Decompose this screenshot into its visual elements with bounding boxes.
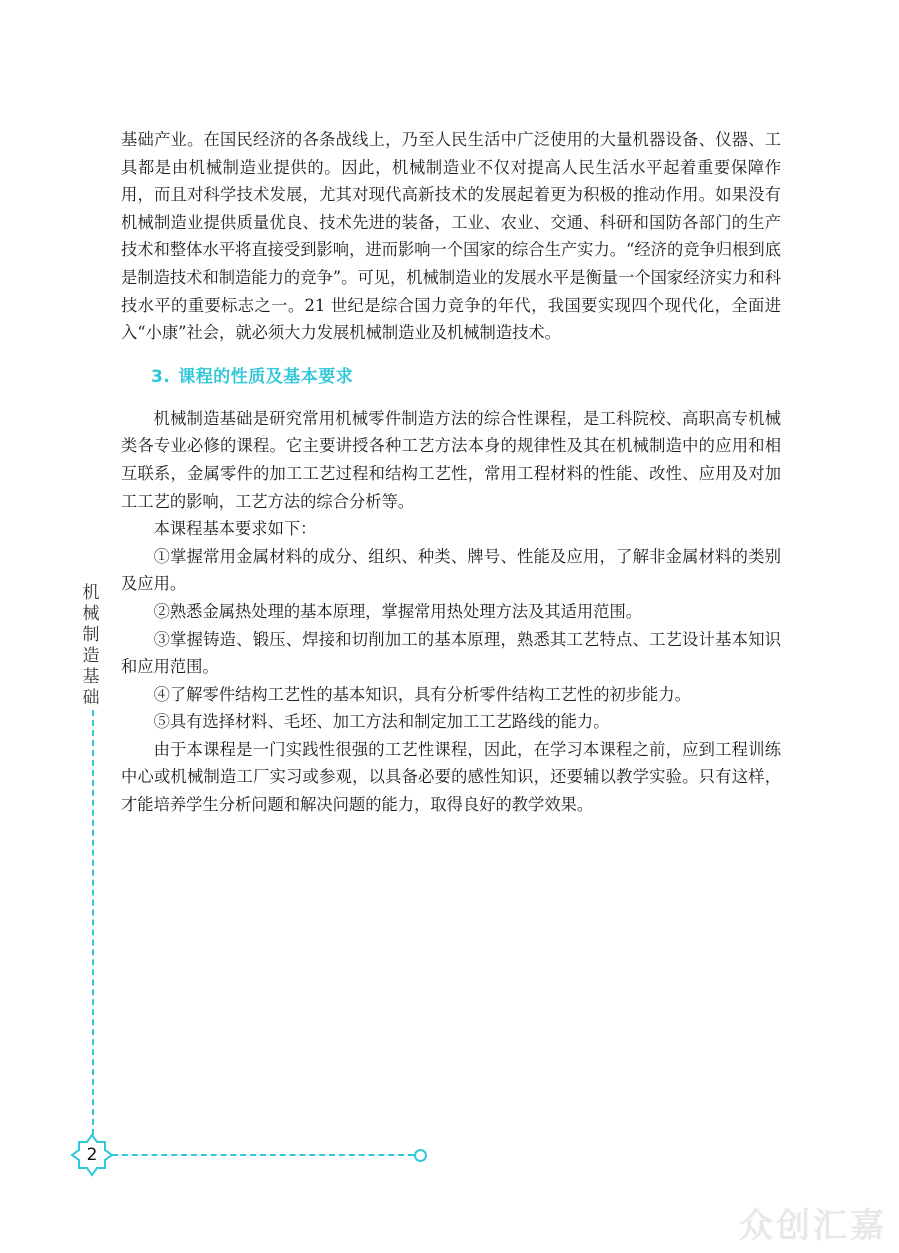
horizontal-dashed-rule — [112, 1154, 414, 1156]
book-side-title: 机械制造基础 — [82, 583, 100, 708]
course-description-paragraph: 机械制造基础是研究常用机械零件制造方法的综合性课程，是工科院校、高职高专机械类各专业必修的课程。它主要讲授各种工艺方法本身的规律性及其在机械制造中的应用和相互联系，金属零件的加工工艺过程和结构工艺性，常用工程材料的性能、改性、应用及对加工工艺的影响，工艺方法的综合分析等。 — [121, 408, 781, 511]
requirements-intro: 本课程基本要求如下： — [153, 519, 317, 539]
requirement-item-5: ⑤具有选择材料、毛坯、加工方法和制定加工工艺路线的能力。 — [153, 712, 610, 732]
requirement-item-4: ④了解零件结构工艺性的基本知识，具有分析零件结构工艺性的初步能力。 — [153, 684, 691, 704]
section-title: 课程的性质及基本要求 — [178, 366, 354, 387]
intro-paragraph: 基础产业。在国民经济的各条战线上，乃至人民生活中广泛使用的大量机器设备、仪器、工具都是由机械制造业提供的。因此，机械制造业不仅对提高人民生活水平起着重要保障作用，而且对科学技术发展，尤其对现代高新技术的发展起着更为积极的推动作用。如果没有机械制造业提供质量优良、技术先进的装备，工业、农业、交通、科研和国防各部门的生产技术和整体水平将直接受到影响，进而影响一个国家的综合生产实力。“经济的竞争归根到底是制造技术和制造能力的竞争”。可见，机械制造业的发展水平是衡量一个国家经济实力和科技水平的重要标志之一。21 世纪是综合国力竞争的年代，我国要实现四个现代化，全面进入“小康”社会，就必须大力发展机械制造业及机械制造技术。 — [121, 130, 781, 343]
section-number: 3. — [151, 366, 171, 387]
requirement-item-3: ③掌握铸造、锻压、焊接和切削加工的基本原理，熟悉其工艺特点、工艺设计基本知识和应用范围。 — [121, 629, 781, 677]
watermark: 众创汇嘉 — [739, 1206, 887, 1246]
closing-paragraph: 由于本课程是一门实践性很强的工艺性课程，因此，在学习本课程之前，应到工程训练中心或机械制造工厂实习或参观，以具备必要的感性知识，还要辅以教学实验。只有这样，才能培养学生分析问题和解决问题的能力，取得良好的教学效果。 — [121, 739, 781, 815]
requirement-item-2: ②熟悉金属热处理的基本原理，掌握常用热处理方法及其适用范围。 — [153, 601, 643, 621]
page-number: 2 — [86, 1145, 98, 1165]
main-content — [121, 126, 781, 819]
vertical-dashed-rule — [92, 710, 94, 1135]
section-heading — [151, 363, 781, 391]
requirement-item-1: ①掌握常用金属材料的成分、组织、种类、牌号、性能及应用，了解非金属材料的类别及应用。 — [121, 546, 781, 594]
rule-end-dot — [414, 1149, 427, 1162]
